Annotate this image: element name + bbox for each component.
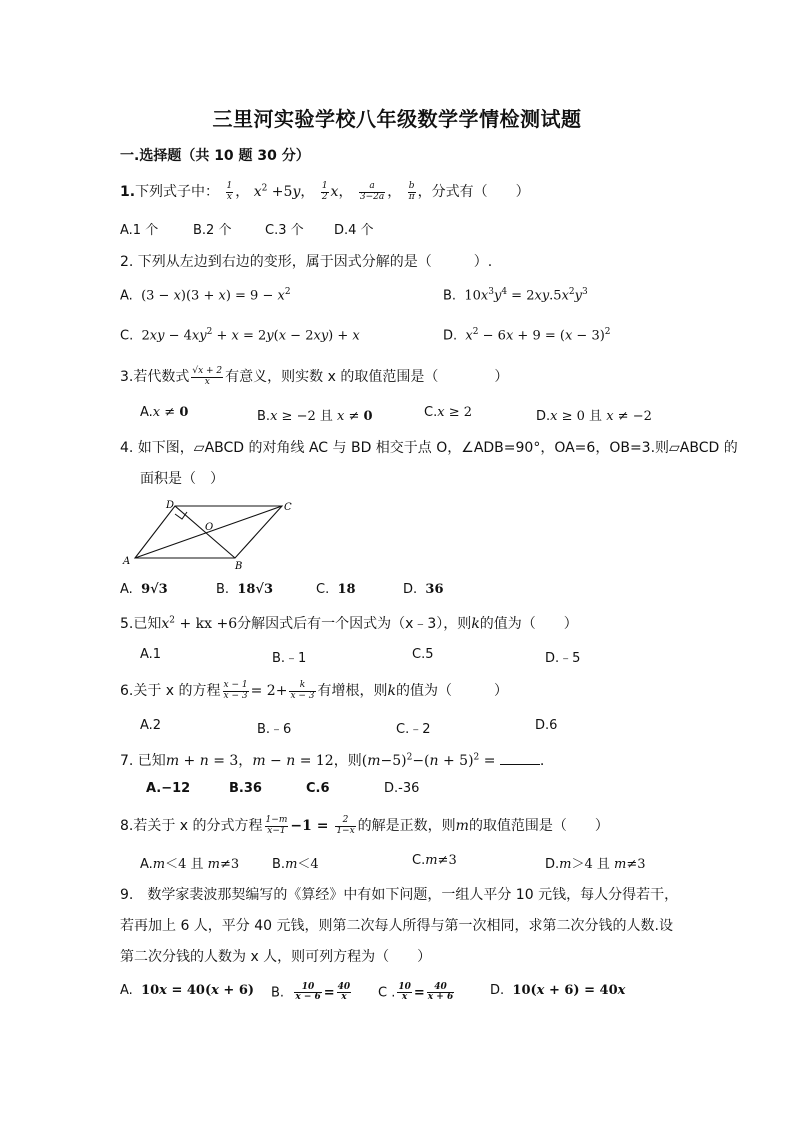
point-label-b: B <box>235 561 243 570</box>
question-1: 1.下列式子中： $\frac{1}{x}$ ， $x^2 +5y$， $\frac{1}{2}$ x， $\frac{a}{3-2a}$ ， $\frac{b}{\pi}$ ，分式有（ ） <box>120 181 530 202</box>
option-5b[interactable]: B.﹣1 <box>272 651 307 666</box>
question-3: 3.若代数式 $\frac{√x + 2}{x}$ 有意义，则实数 x 的取值范围是（ ） <box>120 366 509 387</box>
option-2b[interactable]: B. $10x^3y^4 = 2xy.5x^2y^3$ <box>443 287 588 304</box>
option-8d[interactable]: D.m＞4 且 m≠3 <box>545 857 646 872</box>
option-8b[interactable]: B.m＜4 <box>272 857 319 872</box>
option-3c[interactable]: C.x ≥ 2 <box>424 405 472 420</box>
option-8a[interactable]: A.m＜4 且 m≠3 <box>140 857 240 872</box>
option-5a[interactable]: A.1 <box>140 647 162 662</box>
option-1d[interactable]: D.4 个 <box>334 223 374 238</box>
option-1c[interactable]: C.3 个 <box>265 223 304 238</box>
question-9-line1: 9. 数学家裴波那契编写的《算经》中有如下问题，一组人平分 10 元钱，每人分得若干， <box>120 887 679 903</box>
question-5: 5.已知$x^2$ + kx +6分解因式后有一个因式为（x﹣3），则k的值为（ ） <box>120 615 578 632</box>
option-5c[interactable]: C.5 <box>412 647 434 662</box>
point-label-d: D <box>166 500 175 511</box>
option-8c[interactable]: C.m≠3 <box>412 853 457 868</box>
question-4-line2: 面积是（ ） <box>140 471 224 487</box>
option-6d[interactable]: D.6 <box>535 718 558 733</box>
option-3b[interactable]: B.x ≥ −2 且 x ≠ 0 <box>257 409 373 424</box>
option-7b[interactable]: B.36 <box>229 781 262 796</box>
option-9d[interactable]: D. 10(x + 6) = 40x <box>490 983 626 998</box>
option-7d[interactable]: D.-36 <box>384 781 420 796</box>
point-label-o: O <box>205 522 214 533</box>
option-2a[interactable]: A. $(3 - x)(3 + x) = 9 - x^2$ <box>120 287 291 304</box>
answer-blank[interactable] <box>500 752 540 765</box>
option-7a[interactable]: A.−12 <box>146 781 191 796</box>
question-9-line2: 若再加上 6 人，平分 40 元钱，则第二次每人所得与第一次相同，求第二次分钱的人数.设 <box>120 918 673 934</box>
question-2: 2. 下列从左边到右边的变形，属于因式分解的是（ ）. <box>120 254 493 270</box>
question-7: 7. 已知m + n = 3，m − n = 12，则$(m-5)^2-(n + 5)^2$ = . <box>120 752 545 769</box>
option-5d[interactable]: D.﹣5 <box>545 651 581 666</box>
option-1a[interactable]: A.1 个 <box>120 223 159 238</box>
option-6a[interactable]: A.2 <box>140 718 162 733</box>
option-2d[interactable]: D. $x^2 - 6x + 9 = (x - 3)^2$ <box>443 327 611 344</box>
page-title: 三里河实验学校八年级数学学情检测试题 <box>212 107 582 131</box>
option-4d[interactable]: D. 36 <box>403 582 444 597</box>
option-1b[interactable]: B.2 个 <box>193 223 232 238</box>
section-heading: 一.选择题（共 10 题 30 分） <box>120 148 310 164</box>
option-9b[interactable]: B. $\frac{10}{x - 6}$ = $\frac{40}{x}$ <box>271 982 351 1003</box>
parallelogram-diagram <box>118 498 293 570</box>
option-9c[interactable]: C . $\frac{10}{x}$ = $\frac{40}{x + 6}$ <box>378 982 454 1003</box>
option-3d[interactable]: D.x ≥ 0 且 x ≠ −2 <box>536 409 652 424</box>
point-label-c: C <box>284 502 292 513</box>
question-8: 8.若关于 x 的分式方程 $\frac{1-m}{x-1}$ −1 = $\frac{2}{1-x}$ 的解是正数，则m的取值范围是（ ） <box>120 815 609 836</box>
question-6: 6.关于 x 的方程 $\frac{x - 1}{x - 3}$ = 2+ $\frac{k}{x - 3}$ 有增根，则k的值为（ ） <box>120 680 509 701</box>
option-6b[interactable]: B.﹣6 <box>257 722 292 737</box>
question-9-line3: 第二次分钱的人数为 x 人，则可列方程为（ ） <box>120 949 432 965</box>
option-4b[interactable]: B. 18√3 <box>216 582 274 597</box>
question-4-line1: 4. 如下图，▱ABCD 的对角线 AC 与 BD 相交于点 O，∠ADB=90°，OA=6，OB=3.则▱ABCD 的 <box>120 440 738 456</box>
option-4c[interactable]: C. 18 <box>316 582 356 597</box>
option-2c[interactable]: C. $2xy - 4xy^2 + x = 2y(x - 2xy) + x$ <box>120 327 360 344</box>
option-6c[interactable]: C.﹣2 <box>396 722 431 737</box>
option-7c[interactable]: C.6 <box>306 781 330 796</box>
option-9a[interactable]: A. 10x = 40(x + 6) <box>120 983 255 998</box>
option-3a[interactable]: A.x ≠ 0 <box>140 405 189 420</box>
option-4a[interactable]: A. 9√3 <box>120 582 168 597</box>
point-label-a: A <box>123 556 131 567</box>
